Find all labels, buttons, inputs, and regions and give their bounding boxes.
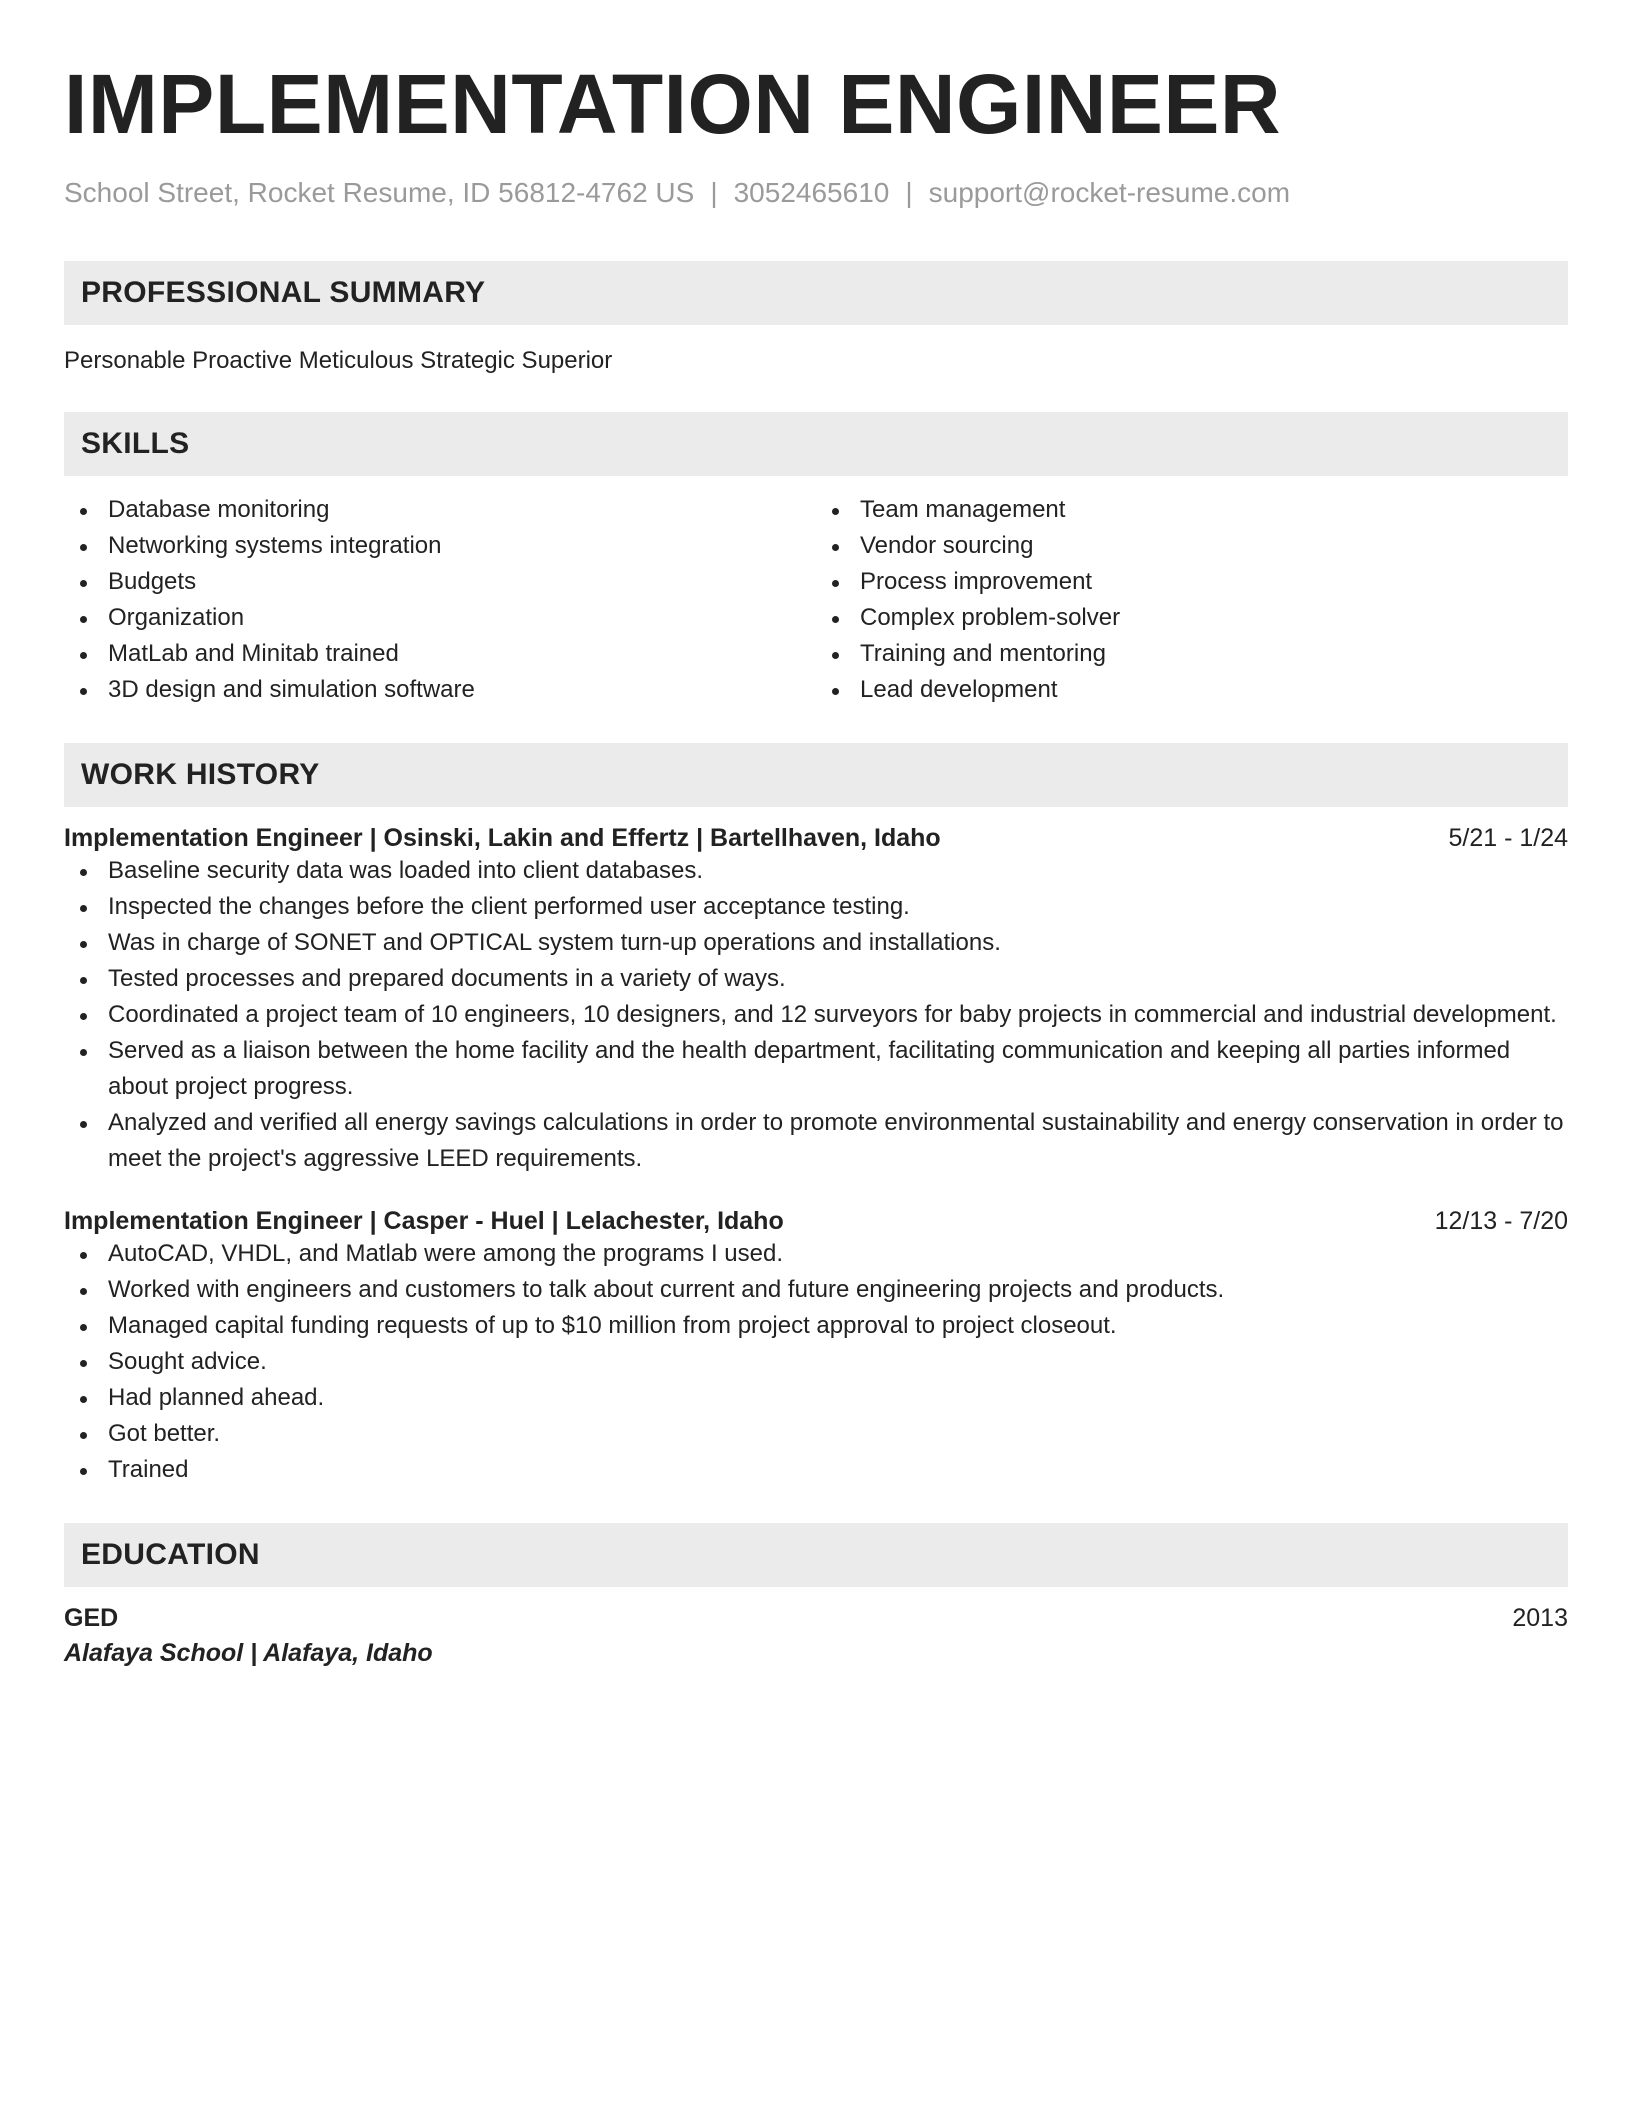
job-title: Implementation Engineer | Osinski, Lakin and Effertz | Bartellhaven, Idaho bbox=[64, 824, 941, 853]
education-degree: GED bbox=[64, 1604, 119, 1633]
job-bullet: Was in charge of SONET and OPTICAL system turn-up operations and installations. bbox=[64, 925, 1568, 961]
job-bullet: Sought advice. bbox=[64, 1344, 1568, 1380]
skill-item: Lead development bbox=[816, 672, 1568, 708]
skill-item: Team management bbox=[816, 492, 1568, 528]
job-bullet: Trained bbox=[64, 1452, 1568, 1488]
skill-item: MatLab and Minitab trained bbox=[64, 636, 816, 672]
skill-item: Database monitoring bbox=[64, 492, 816, 528]
contact-separator: | bbox=[905, 177, 913, 208]
job-title: Implementation Engineer | Casper - Huel | Lelachester, Idaho bbox=[64, 1207, 784, 1236]
job-bullet-list bbox=[64, 853, 1568, 1177]
contact-phone: 3052465610 bbox=[733, 177, 890, 208]
section-header-education: EDUCATION bbox=[64, 1523, 1568, 1587]
skill-item: Networking systems integration bbox=[64, 528, 816, 564]
section-header-work-history: WORK HISTORY bbox=[64, 743, 1568, 807]
job-heading bbox=[64, 1207, 1568, 1236]
job-bullet: Tested processes and prepared documents in a variety of ways. bbox=[64, 961, 1568, 997]
job-bullet: Coordinated a project team of 10 engineers, 10 designers, and 12 surveyors for baby projects in commercial and industrial development. bbox=[64, 997, 1568, 1033]
job-bullet: Got better. bbox=[64, 1416, 1568, 1452]
skill-item: 3D design and simulation software bbox=[64, 672, 816, 708]
job-bullet: Analyzed and verified all energy savings calculations in order to promote environmental sustainability and energy conservation in order to meet the project's aggressive LEED requirements. bbox=[64, 1105, 1568, 1177]
contact-separator: | bbox=[710, 177, 718, 208]
contact-line bbox=[64, 176, 1568, 210]
skill-item: Complex problem-solver bbox=[816, 600, 1568, 636]
job-bullet-list bbox=[64, 1236, 1568, 1488]
job-dates: 5/21 - 1/24 bbox=[1448, 824, 1568, 853]
education-year: 2013 bbox=[1512, 1604, 1568, 1633]
skills-list-left bbox=[64, 492, 816, 708]
job-bullet: Had planned ahead. bbox=[64, 1380, 1568, 1416]
job-bullet: Baseline security data was loaded into client databases. bbox=[64, 853, 1568, 889]
skills-grid bbox=[64, 492, 1568, 708]
skill-item: Budgets bbox=[64, 564, 816, 600]
job-bullet: Served as a liaison between the home facility and the health department, facilitating communication and keeping all parties informed about project progress. bbox=[64, 1033, 1568, 1105]
skill-item: Process improvement bbox=[816, 564, 1568, 600]
education-heading bbox=[64, 1604, 1568, 1633]
contact-address: School Street, Rocket Resume, ID 56812-4762 US bbox=[64, 177, 695, 208]
job-bullet: Inspected the changes before the client performed user acceptance testing. bbox=[64, 889, 1568, 925]
contact-email: support@rocket-resume.com bbox=[928, 177, 1291, 208]
education-school: Alafaya School | Alafaya, Idaho bbox=[64, 1639, 433, 1668]
resume-name: IMPLEMENTATION ENGINEER bbox=[64, 57, 1282, 151]
job-bullet: Managed capital funding requests of up to $10 million from project approval to project closeout. bbox=[64, 1308, 1568, 1344]
skills-list-right bbox=[816, 492, 1568, 708]
skill-item: Vendor sourcing bbox=[816, 528, 1568, 564]
job-bullet: Worked with engineers and customers to talk about current and future engineering projects and products. bbox=[64, 1272, 1568, 1308]
job-dates: 12/13 - 7/20 bbox=[1434, 1207, 1568, 1236]
job-bullet: AutoCAD, VHDL, and Matlab were among the programs I used. bbox=[64, 1236, 1568, 1272]
summary-text: Personable Proactive Meticulous Strategic Superior bbox=[64, 346, 613, 374]
skill-item: Training and mentoring bbox=[816, 636, 1568, 672]
section-header-summary: PROFESSIONAL SUMMARY bbox=[64, 261, 1568, 325]
job-heading bbox=[64, 824, 1568, 853]
skill-item: Organization bbox=[64, 600, 816, 636]
section-header-skills: SKILLS bbox=[64, 412, 1568, 476]
